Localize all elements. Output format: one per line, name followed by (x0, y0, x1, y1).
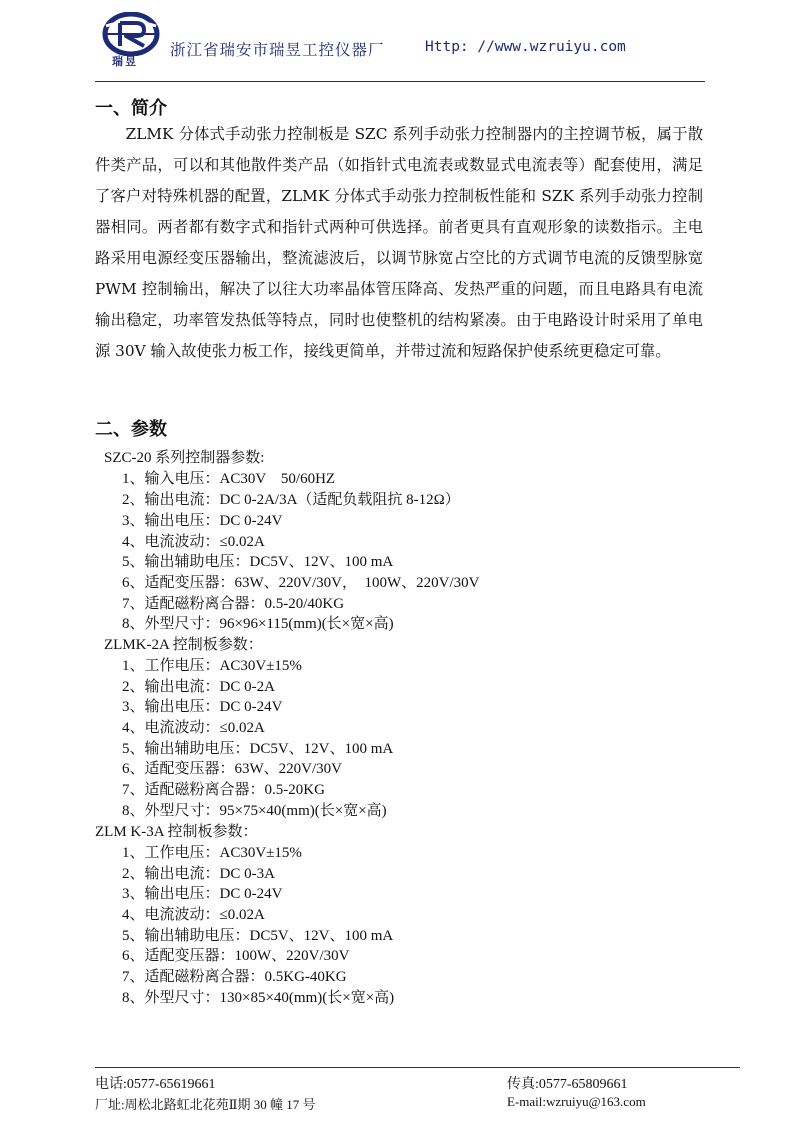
spec-item: 6、适配变压器：63W、220V/30V， 100W、220V/30V (122, 575, 480, 591)
spec-item: 4、电流波动：≤0.02A (122, 907, 265, 923)
intro-paragraph: ZLMK 分体式手动张力控制板是 SZC 系列手动张力控制器内的主控调节板，属于散件类产品，可以和其他散件类产品（如指针式电流表或数显式电流表等）配套使用，满足了客户对特殊机器的配置，ZLMK 分体式手动张力控制板性能和 SZK 系列手动张力控制器相同。两者都有数字式和指针式两种可供选择。前者更具有直观形象的读数指示。主电路采用电源经变压器输出，整流滤波后，以调节脉宽占空比的方式调节电流的反馈型脉宽 PWM 控制输出，解决了以往大功率晶体管压降高、发热严重的问题，而且电路具有电流输出稳定，功率管发热低等特点，同时也使整机的结构紧凑。由于电路设计时采用了单电源 30V 输入故使张力板工作，接线更简单，并带过流和短路保护使系统更稳定可靠。 (95, 125, 703, 360)
spec-item: 1、工作电压：AC30V±15% (122, 658, 302, 674)
logo-emblem-icon (100, 12, 162, 56)
company-name: 浙江省瑞安市瑞昱工控仪器厂 (170, 41, 385, 59)
spec-item: 1、输入电压：AC30V 50/60HZ (122, 471, 336, 487)
spec-item: 5、输出辅助电压：DC5V、12V、100 mA (122, 928, 394, 944)
spec-item: 5、输出辅助电压：DC5V、12V、100 mA (122, 741, 394, 757)
spec-group-title: ZLMK-2A 控制板参数： (104, 637, 263, 653)
spec-item: 8、外型尺寸：96×96×115(mm)(长×宽×高) (122, 616, 394, 632)
spec-item: 2、输出电流：DC 0-2A/3A（适配负载阻抗 8-12Ω） (122, 492, 460, 508)
footer-phone: 电话:0577-65619661 (95, 1077, 216, 1092)
logo-text: 瑞昱 (112, 55, 138, 68)
spec-item: 3、输出电压：DC 0-24V (122, 886, 283, 902)
spec-item: 3、输出电压：DC 0-24V (122, 513, 283, 529)
footer-divider (95, 1067, 740, 1068)
header-divider (95, 81, 705, 82)
spec-item: 4、电流波动：≤0.02A (122, 534, 265, 550)
spec-item: 3、输出电压：DC 0-24V (122, 699, 283, 715)
spec-item: 7、适配磁粉离合器：0.5KG-40KG (122, 969, 347, 985)
spec-group-title: ZLM K-3A 控制板参数： (95, 824, 258, 840)
section-heading-params: 二、参数 (95, 419, 167, 440)
spec-item: 6、适配变压器：100W、220V/30V (122, 948, 350, 964)
section-heading-intro: 一、简介 (95, 98, 167, 119)
spec-item: 7、适配磁粉离合器：0.5-20KG (122, 782, 325, 798)
footer-fax: 传真:0577-65809661 (507, 1077, 628, 1092)
spec-item: 8、外型尺寸：130×85×40(mm)(长×宽×高) (122, 990, 395, 1006)
spec-item: 2、输出电流：DC 0-3A (122, 866, 275, 882)
spec-item: 1、工作电压：AC30V±15% (122, 845, 302, 861)
spec-item: 5、输出辅助电压：DC5V、12V、100 mA (122, 554, 394, 570)
footer-address: 厂址:周松北路虹北花苑Ⅱ期 30 幢 17 号 (95, 1097, 316, 1112)
spec-item: 2、输出电流：DC 0-2A (122, 679, 275, 695)
spec-item: 6、适配变压器：63W、220V/30V (122, 761, 342, 777)
spec-item: 4、电流波动：≤0.02A (122, 720, 265, 736)
website-link[interactable]: Http: //www.wzruiyu.com (425, 39, 626, 55)
footer-email[interactable]: E-mail:wzruiyu@163.com (507, 1094, 646, 1109)
spec-item: 7、适配磁粉离合器：0.5-20/40KG (122, 596, 345, 612)
spec-group-title: SZC-20 系列控制器参数: (104, 450, 265, 466)
spec-item: 8、外型尺寸：95×75×40(mm)(长×宽×高) (122, 803, 387, 819)
